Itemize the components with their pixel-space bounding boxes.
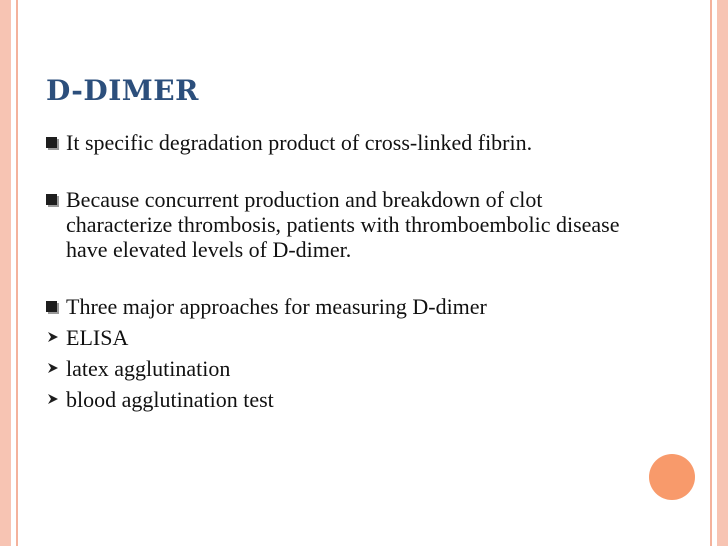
sub-bullet-item xyxy=(46,387,646,412)
bullet-text: blood agglutination test xyxy=(66,387,274,412)
sub-bullet-item xyxy=(46,325,646,350)
sub-bullet-item xyxy=(46,356,646,381)
square-bullet-icon xyxy=(46,301,57,312)
arrow-bullet-icon xyxy=(46,361,60,375)
square-bullet-icon xyxy=(46,194,57,205)
square-bullet-icon xyxy=(46,137,57,148)
bullet-text: ELISA xyxy=(66,325,129,350)
right-border-band xyxy=(717,0,728,546)
bullet-text: It specific degradation product of cross-linked fibrin. xyxy=(66,130,533,155)
bullet-list xyxy=(46,130,646,412)
decorative-circle xyxy=(649,454,695,500)
bullet-text: latex agglutination xyxy=(66,356,231,381)
arrow-bullet-icon xyxy=(46,330,60,344)
bullet-text: Three major approaches for measuring D-dimer xyxy=(66,294,487,319)
arrow-bullet-icon xyxy=(46,392,60,406)
slide-title: D-DIMER xyxy=(46,74,199,107)
left-border-line xyxy=(16,0,18,546)
bullet-item xyxy=(46,294,646,319)
left-border-band xyxy=(0,0,11,546)
bullet-text: Because concurrent production and breakdown of clot characterize thrombosis, patients with thromboembolic disease have elevated levels of D-dimer. xyxy=(66,187,620,262)
bullet-item xyxy=(46,187,646,262)
bullet-item xyxy=(46,130,646,155)
right-border-line xyxy=(710,0,712,546)
